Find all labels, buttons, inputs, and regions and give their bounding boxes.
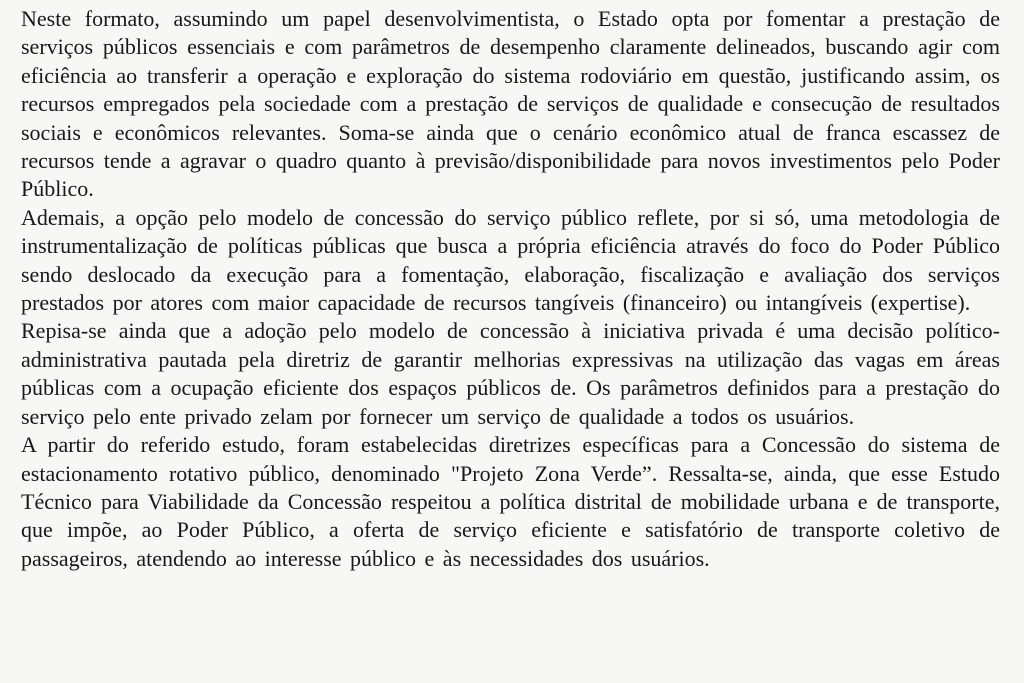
paragraph-1: Neste formato, assumindo um papel desenvolvimentista, o Estado opta por fomentar a prestação de serviços públicos essenciais e com parâmetros de desempenho claramente delineados, buscando agir com eficiência ao transferir a operação e exploração do sistema rodoviário em questão, justificando assim, os recursos empregados pela sociedade com a prestação de serviços de qualidade e consecução de resultados sociais e econômicos relevantes. Soma-se ainda que o cenário econômico atual de franca escassez de recursos tende a agravar o quadro quanto à previsão/disponibilidade para novos investimentos pelo Poder Público. bbox=[21, 6, 1000, 202]
paragraph-4: A partir do referido estudo, foram estabelecidas diretrizes específicas para a Concessão do sistema de estacionamento rotativo público, denominado "Projeto Zona Verde”. Ressalta-se, ainda, que esse Estudo Técnico para Viabilidade da Concessão respeitou a política distrital de mobilidade urbana e de transporte, que impõe, ao Poder Público, a oferta de serviço eficiente e satisfatório de transporte coletivo de passageiros, atendendo ao interesse público e às necessidades dos usuários. bbox=[21, 432, 1000, 571]
paragraph-3: Repisa-se ainda que a adoção pelo modelo de concessão à iniciativa privada é uma decisão político-administrativa pautada pela diretriz de garantir melhorias expressivas na utilização das vagas em áreas públicas com a ocupação eficiente dos espaços públicos de. Os parâmetros definidos para a prestação do serviço pelo ente privado zelam por fornecer um serviço de qualidade a todos os usuários. bbox=[21, 318, 1000, 429]
paragraph-2: Ademais, a opção pelo modelo de concessão do serviço público reflete, por si só, uma metodologia de instrumentalização de políticas públicas que busca a própria eficiência através do foco do Poder Público sendo deslocado da execução para a fomentação, elaboração, fiscalização e avaliação dos serviços prestados por atores com maior capacidade de recursos tangíveis (financeiro) ou intangíveis (expertise). bbox=[21, 204, 1000, 316]
